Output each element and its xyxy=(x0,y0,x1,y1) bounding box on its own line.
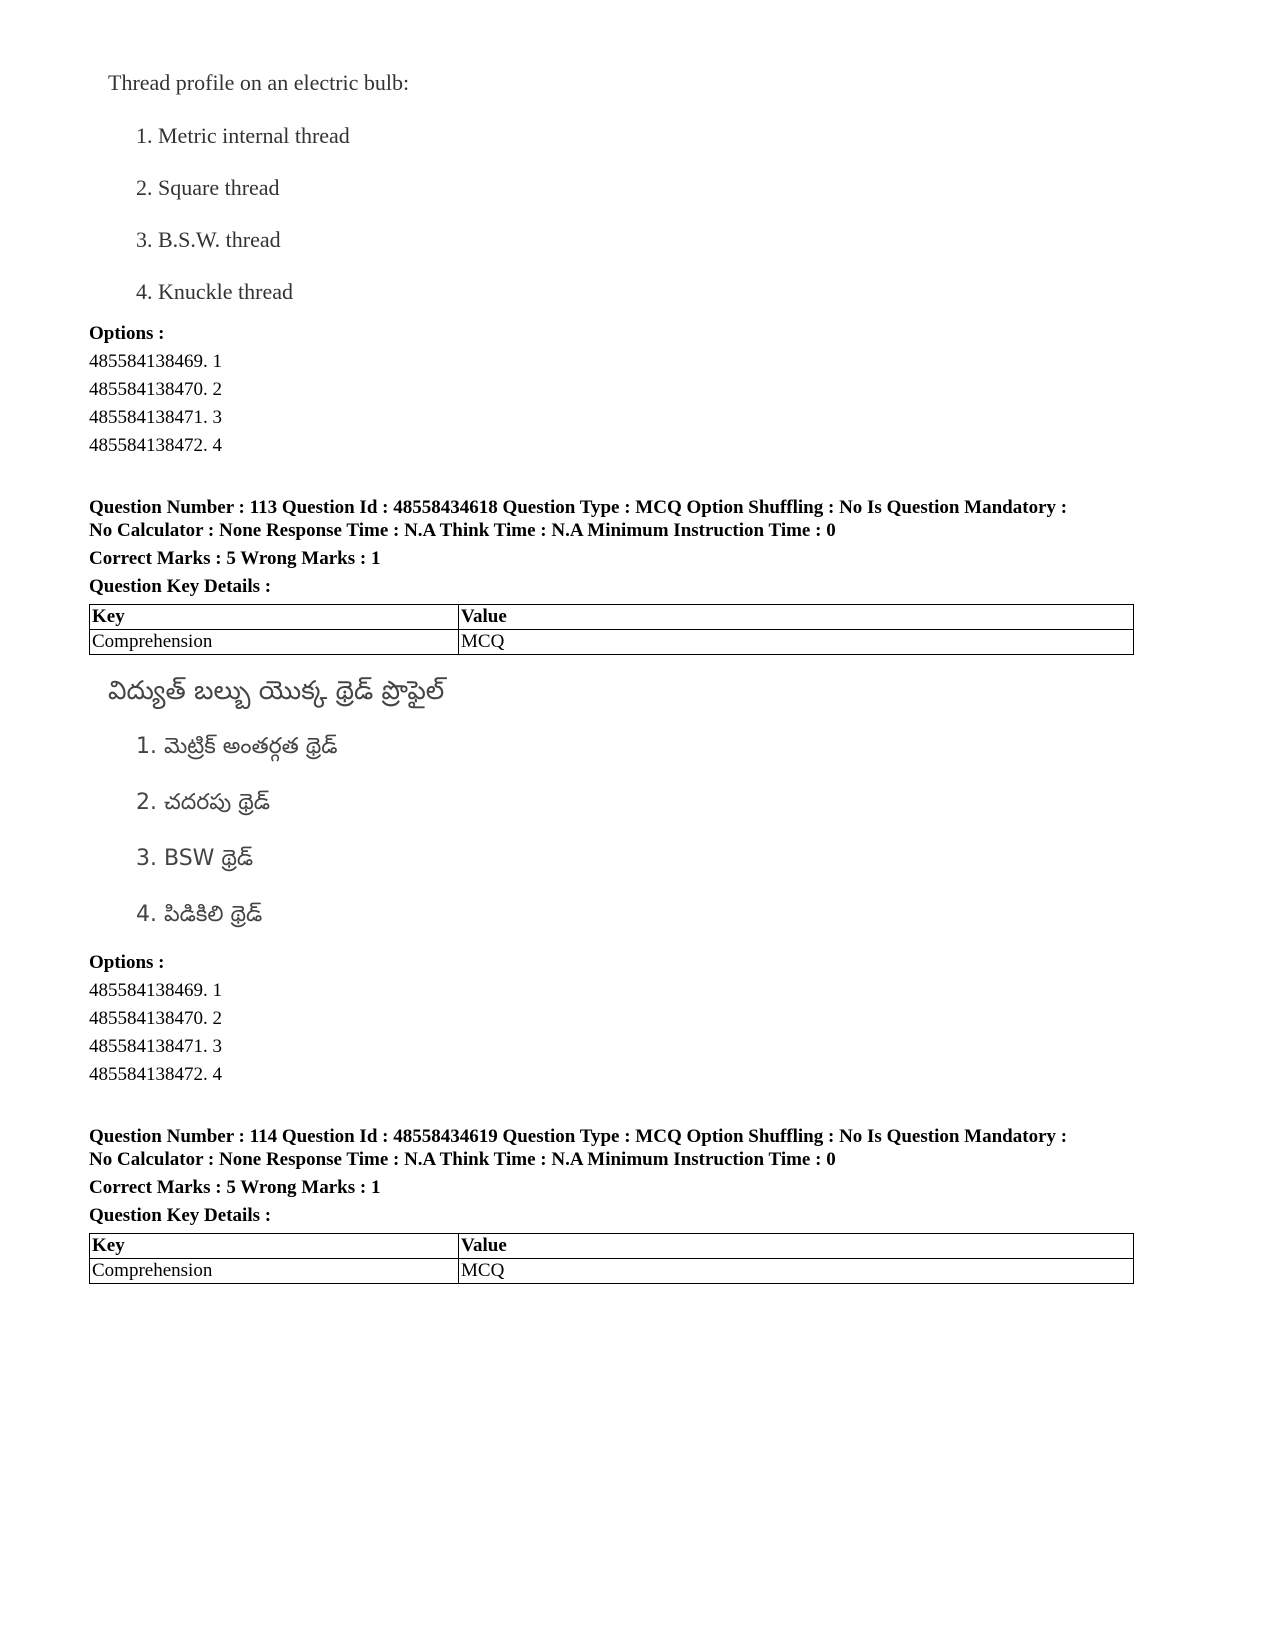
question-header-line1: Question Number : 114 Question Id : 48558434619 Question Type : MCQ Option Shuffling : No Is Question Mandatory : xyxy=(89,1126,1068,1147)
table-cell-key: Comprehension xyxy=(90,1259,459,1284)
option-item: 485584138471. 3 xyxy=(89,407,222,428)
table-header-row xyxy=(90,605,1134,630)
question-key-table xyxy=(89,1233,1134,1284)
question-item: 4. పిడికిలి థ్రెడ్ xyxy=(136,902,263,927)
table-header-row xyxy=(90,1234,1134,1259)
key-details-label: Question Key Details : xyxy=(89,1205,272,1226)
options-label: Options : xyxy=(89,952,165,973)
question-item: 1. మెట్రిక్ అంతర్గత థ్రెడ్ xyxy=(136,734,338,759)
question-item: 3. BSW థ్రెడ్ xyxy=(136,846,254,871)
question-item: 3. B.S.W. thread xyxy=(136,227,281,252)
question-item: 2. చదరపు థ్రెడ్ xyxy=(136,790,271,815)
table-row xyxy=(90,630,1134,655)
table-cell-value: MCQ xyxy=(459,1259,1134,1284)
option-item: 485584138470. 2 xyxy=(89,1008,222,1029)
question-header-line2: No Calculator : None Response Time : N.A Think Time : N.A Minimum Instruction Time : 0 xyxy=(89,520,836,541)
question-item: 2. Square thread xyxy=(136,175,280,200)
question-title: విద్యుత్ బల్బు యొక్క థ్రెడ్ ప్రొఫైల్ xyxy=(108,676,445,706)
question-marks: Correct Marks : 5 Wrong Marks : 1 xyxy=(89,548,381,569)
table-header-value: Value xyxy=(459,605,1134,630)
table-header-key: Key xyxy=(90,605,459,630)
question-header-line2: No Calculator : None Response Time : N.A Think Time : N.A Minimum Instruction Time : 0 xyxy=(89,1149,836,1170)
table-cell-value: MCQ xyxy=(459,630,1134,655)
question-key-table xyxy=(89,604,1134,655)
option-item: 485584138470. 2 xyxy=(89,379,222,400)
option-item: 485584138472. 4 xyxy=(89,1064,222,1085)
option-item: 485584138469. 1 xyxy=(89,351,222,372)
option-item: 485584138472. 4 xyxy=(89,435,222,456)
table-header-value: Value xyxy=(459,1234,1134,1259)
table-cell-key: Comprehension xyxy=(90,630,459,655)
question-header-line1: Question Number : 113 Question Id : 48558434618 Question Type : MCQ Option Shuffling : No Is Question Mandatory : xyxy=(89,497,1068,518)
option-item: 485584138471. 3 xyxy=(89,1036,222,1057)
question-item: 1. Metric internal thread xyxy=(136,123,350,148)
table-header-key: Key xyxy=(90,1234,459,1259)
key-details-label: Question Key Details : xyxy=(89,576,272,597)
option-item: 485584138469. 1 xyxy=(89,980,222,1001)
question-title: Thread profile on an electric bulb: xyxy=(108,70,410,95)
question-marks: Correct Marks : 5 Wrong Marks : 1 xyxy=(89,1177,381,1198)
question-item: 4. Knuckle thread xyxy=(136,279,293,304)
options-label: Options : xyxy=(89,323,165,344)
table-row xyxy=(90,1259,1134,1284)
